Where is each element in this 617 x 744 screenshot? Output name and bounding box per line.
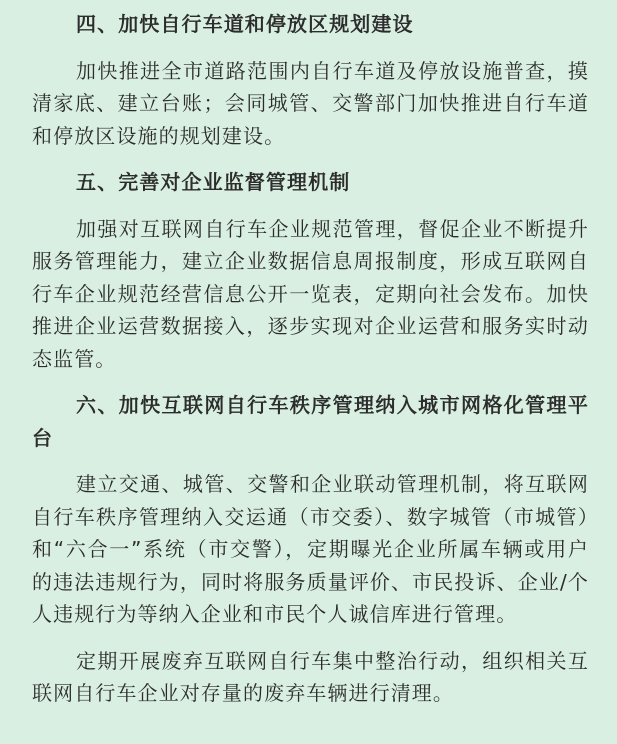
section-6-heading: 六、加快互联网自行车秩序管理纳入城市网格化管理平台 [32,393,589,450]
section-6-paragraph-2: 定期开展废弃互联网自行车集中整治行动，组织相关互联网自行车企业对存量的废弃车辆进行清理。 [32,648,589,705]
section-4-paragraph: 加快推进全市道路范围内自行车道及停放设施普查，摸清家底、建立台账；会同城管、交警部门加快推进自行车道和停放区设施的规划建设。 [32,58,589,148]
section-6-paragraph-1: 建立交通、城管、交警和企业联动管理机制，将互联网自行车秩序管理纳入交运通（市交委）、数字城管（市城管）和“六合一”系统（市交警），定期曝光企业所属车辆或用户的违法违规行为，同时将服务质量评价、市民投诉、企业/个人违规行为等纳入企业和市民个人诚信库进行管理。 [32,472,589,626]
section-5-paragraph: 加强对互联网自行车企业规范管理，督促企业不断提升服务管理能力，建立企业数据信息周报制度，形成互联网自行车企业规范经营信息公开一览表，定期向社会发布。加快推进企业运营数据接入，逐步实现对企业运营和服务实时动态监管。 [32,216,589,371]
section-5-heading: 五、完善对企业监督管理机制 [76,170,351,194]
section-4-heading: 四、加快自行车道和停放区规划建设 [76,12,414,36]
